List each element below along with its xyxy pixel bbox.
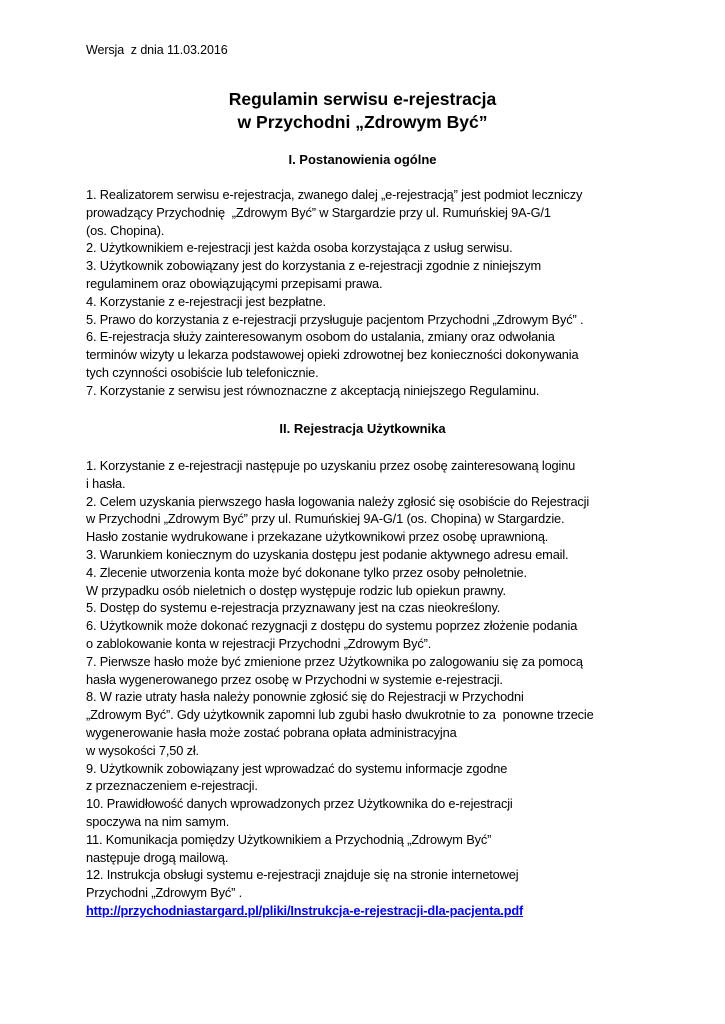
text-line: 10. Prawidłowość danych wprowadzonych przez Użytkownika do e-rejestracji [86, 796, 513, 812]
text-line: 6. E-rejestracja służy zainteresowanym osobom do ustalania, zmiany oraz odwołania [86, 329, 555, 345]
text-line: 4. Korzystanie z e-rejestracji jest bezpłatne. [86, 293, 326, 309]
section-1-body [86, 186, 656, 400]
text-line: regulaminem oraz obowiązującymi przepisami prawa. [86, 275, 383, 291]
text-line: o zablokowanie konta w rejestracji Przychodni „Zdrowym Być”. [86, 635, 432, 651]
text-line: 4. Zlecenie utworzenia konta może być dokonane tylko przez osoby pełnoletnie. [86, 564, 527, 580]
section-2-body [86, 457, 656, 920]
text-line: Przychodni „Zdrowym Być” . [86, 885, 243, 901]
text-line: „Zdrowym Być”. Gdy użytkownik zapomni lub zgubi hasło dwukrotnie to za ponowne trzecie [86, 707, 594, 723]
text-line: W przypadku osób nieletnich o dostęp występuje rodzic lub opiekun prawny. [86, 582, 506, 598]
text-line: 12. Instrukcja obsługi systemu e-rejestracji znajduje się na stronie internetowej [86, 867, 519, 883]
text-line: 11. Komunikacja pomiędzy Użytkownikiem a Przychodnią „Zdrowym Być” [86, 831, 492, 847]
text-line: w Przychodni „Zdrowym Być” przy ul. Rumuńskiej 9A-G/1 (os. Chopina) w Stargardzie. [86, 511, 565, 527]
text-line: 5. Dostęp do systemu e-rejestracja przyznawany jest na czas nieokreślony. [86, 600, 501, 616]
text-line: terminów wizyty u lekarza podstawowej opieki zdrowotnej bez konieczności dokonywania [86, 347, 579, 363]
text-line: z przeznaczeniem e-rejestracji. [86, 778, 258, 794]
text-line: następuje drogą mailową. [86, 849, 229, 865]
text-line: 1. Realizatorem serwisu e-rejestracja, zwanego dalej „e-rejestracją” jest podmiot leczniczy [86, 187, 583, 202]
text-line: 1. Korzystanie z e-rejestracji następuje po uzyskaniu przez osobę zainteresowaną loginu [86, 458, 576, 473]
instruction-pdf-link[interactable]: http://przychodniastargard.pl/pliki/Instrukcja-e-rejestracji-dla-pacjenta.pdf [86, 902, 524, 918]
text-line: hasła wygenerowanego przez osobę w Przychodni w systemie e-rejestracji. [86, 671, 503, 687]
text-line: w wysokości 7,50 zł. [86, 742, 199, 758]
text-line: 3. Warunkiem koniecznym do uzyskania dostępu jest podanie aktywnego adresu email. [86, 546, 569, 562]
text-line: 2. Celem uzyskania pierwszego hasła logowania należy zgłosić się osobiście do Rejestracji [86, 493, 590, 509]
version-date: Wersja z dnia 11.03.2016 [86, 43, 228, 57]
text-line: prowadzący Przychodnię „Zdrowym Być” w Stargardzie przy ul. Rumuńskiej 9A-G/1 [86, 204, 551, 220]
text-line: 7. Pierwsze hasło może być zmienione przez Użytkownika po zalogowaniu się za pomocą [86, 653, 583, 669]
text-line: 3. Użytkownik zobowiązany jest do korzystania z e-rejestracji zgodnie z niniejszym [86, 258, 541, 274]
text-line: spoczywa na nim samym. [86, 813, 230, 829]
document-title [0, 88, 725, 134]
section-1-heading: I. Postanowienia ogólne [288, 152, 437, 167]
text-line: 8. W razie utraty hasła należy ponownie zgłosić się do Rejestracji w Przychodni [86, 689, 524, 705]
text-line: 7. Korzystanie z serwisu jest równoznaczne z akceptacją niniejszego Regulaminu. [86, 382, 540, 398]
title-line-1: Regulamin serwisu e-rejestracja [228, 89, 497, 109]
text-line: wygenerowanie hasła może zostać pobrana opłata administracyjna [86, 724, 457, 740]
section-2-heading: II. Rejestracja Użytkownika [279, 421, 446, 436]
text-line: Hasło zostanie wydrukowane i przekazane użytkownikowi przez osobę uprawnioną. [86, 529, 549, 545]
text-line: (os. Chopina). [86, 222, 165, 238]
text-line: 9. Użytkownik zobowiązany jest wprowadzać do systemu informacje zgodne [86, 760, 508, 776]
text-line: i hasła. [86, 475, 126, 491]
title-line-2: w Przychodni „Zdrowym Być” [237, 112, 488, 132]
text-line: 5. Prawo do korzystania z e-rejestracji przysługuje pacjentom Przychodni „Zdrowym Być” . [86, 311, 584, 327]
text-line: 6. Użytkownik może dokonać rezygnacji z dostępu do systemu poprzez złożenie podania [86, 618, 578, 634]
text-line: tych czynności osobiście lub telefonicznie. [86, 364, 319, 380]
text-line: 2. Użytkownikiem e-rejestracji jest każda osoba korzystająca z usług serwisu. [86, 240, 513, 256]
